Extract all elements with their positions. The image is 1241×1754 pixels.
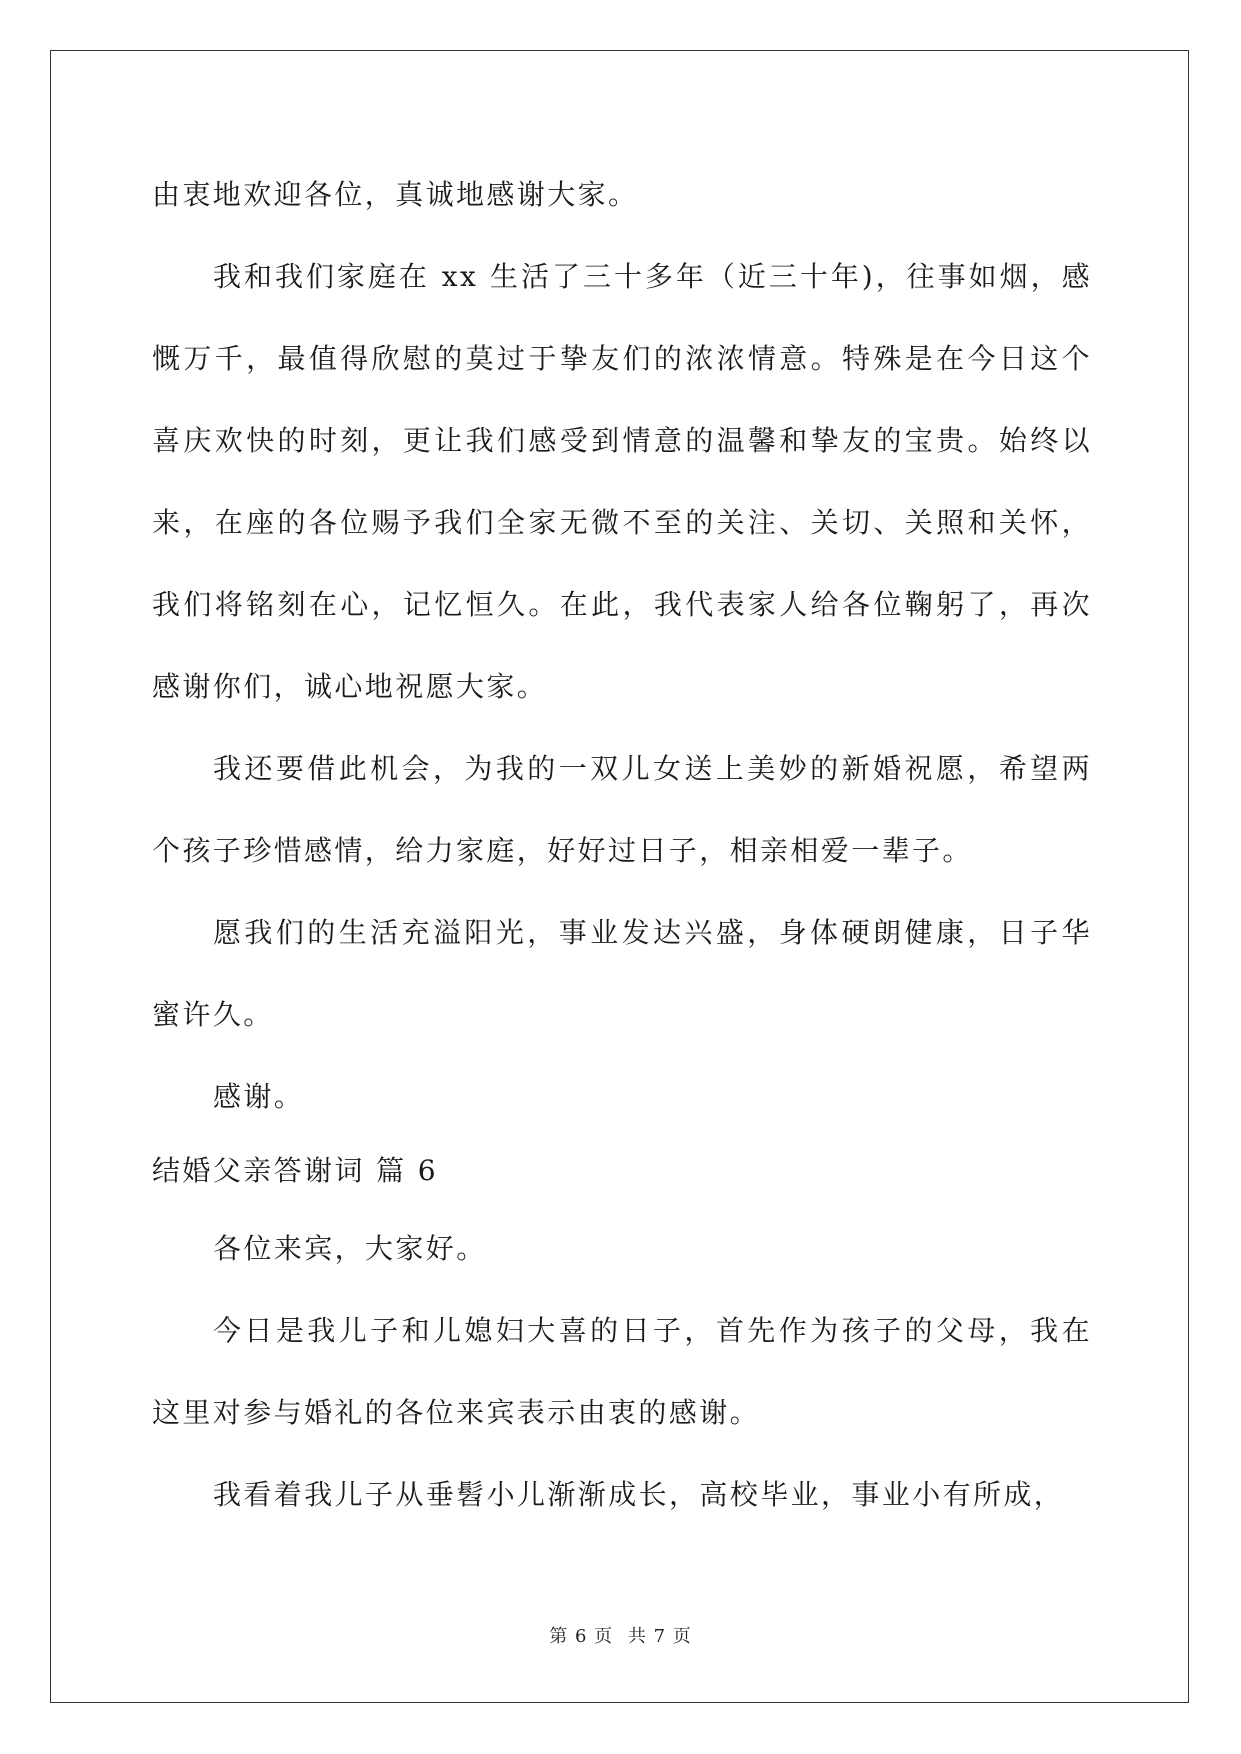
paragraph-8: 我看着我儿子从垂髫小儿渐渐成长，高校毕业，事业小有所成， [213, 1478, 1065, 1511]
page-total: 共 7 页 [627, 1626, 692, 1647]
paragraph-3: 我还要借此机会，为我的一双儿女送上美妙的新婚祝愿，希望两个孩子珍惜感情，给力家庭，好好过日子，相亲相爱一辈子。 [152, 752, 1092, 867]
paragraph-7: 今日是我儿子和儿媳妇大喜的日子，首先作为孩子的父母，我在这里对参与婚礼的各位来宾表示由衷的感谢。 [152, 1314, 1092, 1429]
page-number: 第 6 页 [549, 1626, 614, 1647]
paragraph-1: 由衷地欢迎各位，真诚地感谢大家。 [152, 178, 639, 211]
paragraph-4: 愿我们的生活充溢阳光，事业发达兴盛，身体硬朗健康，日子华蜜许久。 [152, 916, 1092, 1031]
paragraph-2: 我和我们家庭在 xx 生活了三十多年（近三十年)，往事如烟，感慨万千，最值得欣慰的莫过于挚友们的浓浓情意。特殊是在今日这个喜庆欢快的时刻，更让我们感受到情意的温馨和挚友的宝贵。始终以来，在座的各位赐予我们全家无微不至的关注、关切、关照和关怀，我们将铭刻在心，记忆恒久。在此，我代表家人给各位鞠躬了，再次感谢你们，诚心地祝愿大家。 [152, 260, 1092, 703]
page-footer [0, 1622, 1241, 1648]
section-heading: 结婚父亲答谢词 篇 6 [152, 1154, 439, 1187]
paragraph-5: 感谢。 [213, 1080, 305, 1113]
document-body [152, 154, 1092, 1536]
paragraph-6: 各位来宾，大家好。 [213, 1232, 487, 1265]
